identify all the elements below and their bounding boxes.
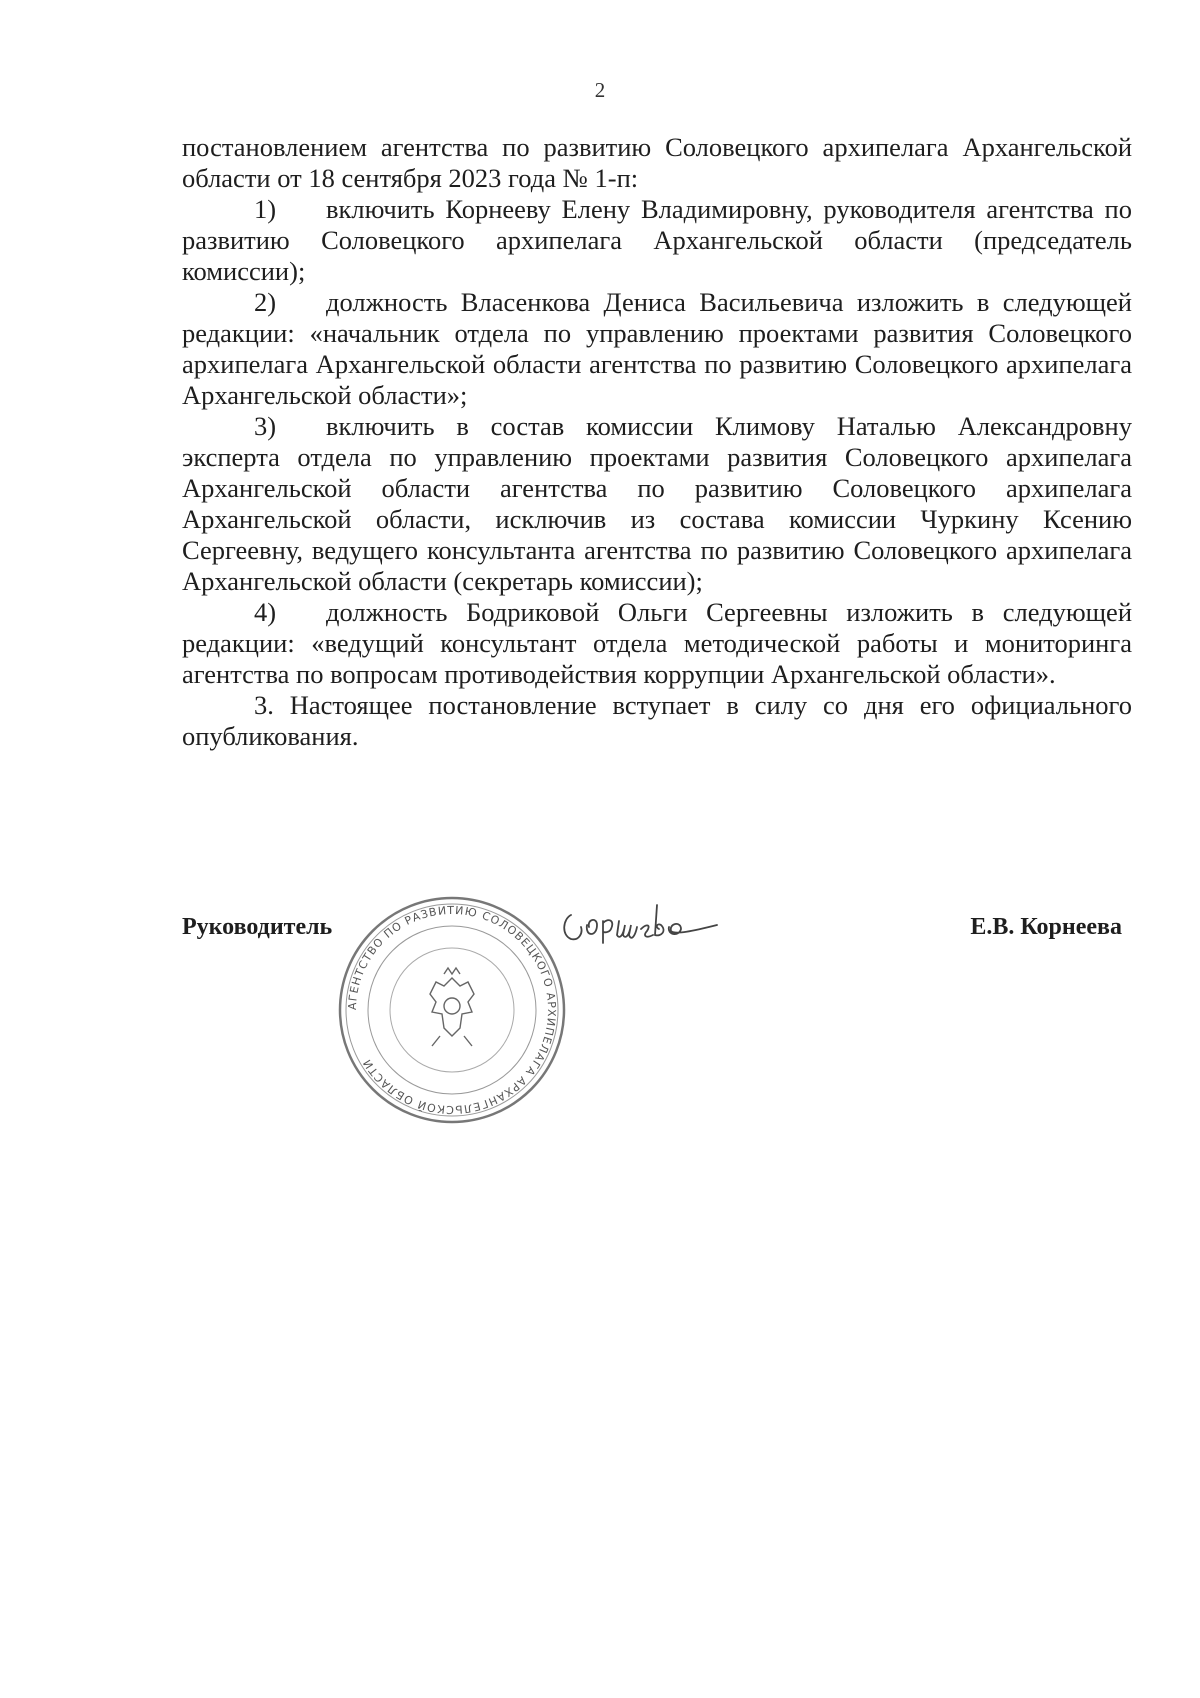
closing-paragraph: 3. Настоящее постановление вступает в силу со дня его официального опубликования. — [182, 690, 1132, 751]
signature-block — [182, 900, 1132, 1140]
list-item-text: включить в состав комиссии Климову Наталью Александровну эксперта отдела по управлению проектами развития Соловецкого архипелага Архангельской области агентства по развитию Соловецкого архипелага Архангельской области, исключив из состава комиссии Чуркину Ксению Сергеевну, ведущего консультанта агентства по развитию Соловецкого архипелага Архангельской области (секретарь комиссии); — [182, 411, 1132, 596]
document-body — [182, 132, 1132, 752]
list-item-number: 2) — [254, 287, 277, 317]
list-item — [182, 194, 1132, 287]
list-item-text: включить Корнееву Елену Владимировну, руководителя агентства по развитию Соловецкого архипелага Архангельской области (председатель комиссии); — [182, 194, 1132, 286]
intro-paragraph: постановлением агентства по развитию Соловецкого архипелага Архангельской области от 18 сентября 2023 года № 1-п: — [182, 132, 1132, 193]
signatory-title: Руководитель — [182, 914, 333, 940]
list-item — [182, 597, 1132, 690]
handwritten-signature — [557, 885, 727, 955]
list-item-number: 3) — [254, 411, 277, 441]
list-item-text: должность Власенкова Дениса Васильевича изложить в следующей редакции: «начальник отдела по управлению проектами развития Соловецкого архипелага Архангельской области агентства по развитию Соловецкого архипелага Архангельской области»; — [182, 287, 1132, 410]
official-seal — [332, 890, 572, 1130]
eagle-emblem-icon — [430, 968, 474, 1046]
signatory-name: Е.В. Корнеева — [970, 914, 1122, 940]
svg-text:АГЕНТСТВО ПО РАЗВИТИЮ СОЛОВЕЦК: АГЕНТСТВО ПО РАЗВИТИЮ СОЛОВЕЦКОГО АРХИПЕЛАГА АРХАНГЕЛЬСКОЙ ОБЛАСТИ — [345, 903, 559, 1117]
list-item-text: должность Бодриковой Ольги Сергеевны изложить в следующей редакции: «ведущий консультант отдела методической работы и мониторинга агентства по вопросам противодействия коррупции Архангельской области». — [182, 597, 1132, 689]
list-item-number: 1) — [254, 194, 277, 224]
list-item-number: 4) — [254, 597, 277, 627]
page-number: 2 — [594, 78, 606, 102]
list-item — [182, 411, 1132, 597]
list-item — [182, 287, 1132, 411]
